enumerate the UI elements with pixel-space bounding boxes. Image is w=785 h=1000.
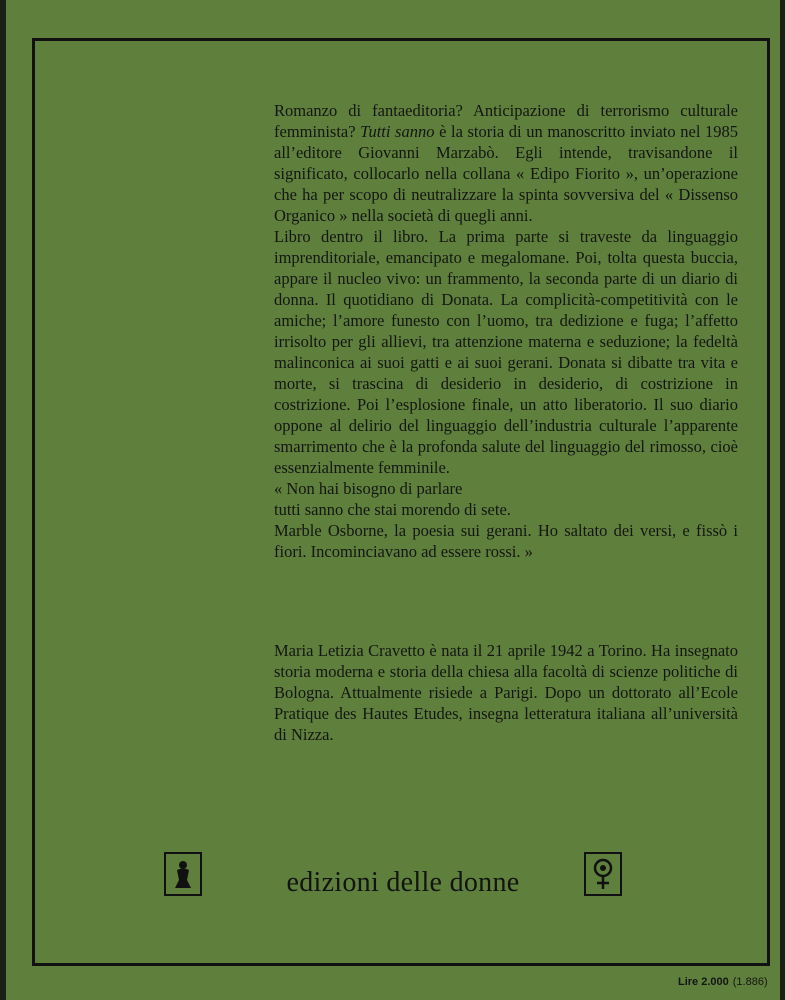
- blurb-intro: Romanzo di fantaeditoria? Anticipazione di terrorismo culturale femminista?: [274, 101, 738, 141]
- blurb-text: [274, 100, 738, 700]
- author-bio: Maria Letizia Cravetto è nata il 21 aprile 1942 a Torino. Ha insegnato storia moderna e storia della chiesa alla facoltà di scienze politiche di Bologna. Attualmente risiede a Parigi. Dopo un dottorato all’Ecole Pratique des Hautes Etudes, insegna letteratura italiana all’università di Nizza.: [274, 641, 738, 744]
- publisher-name: edizioni delle donne: [286, 867, 520, 898]
- quote-line-1: « Non hai bisogno di parlare: [274, 479, 463, 498]
- poem-quote: [274, 478, 738, 562]
- price-value: Lire 2.000: [678, 976, 729, 988]
- book-title-italic: Tutti sanno: [360, 122, 435, 141]
- blurb-paragraph-2: Libro dentro il libro. La prima parte si traveste da linguaggio imprenditoriale, emancipato e megalomane. Poi, tolta questa buccia, appare il nucleo vivo: un frammento, la seconda parte di un diario di donna. Il quotidiano di Donata. La complicità-competitività con le amiche; l’amore funesto con l’uomo, tra dedizione e fuga; l’affetto irrisolto per gli allievi, tra attenzione materna e seduzione; la fedeltà malinconica ai suoi gatti e ai suoi gerani. Donata si dibatte tra vita e morte, si trascina di desiderio in desiderio, di costrizione in costrizione. Poi l’esplosione finale, un atto liberatorio. Il suo diario oppone al delirio del linguaggio dell’industria culturale l’apparente smarrimento che è la profonda salute del linguaggio del rimosso, cioè essenzialmente femminile.: [274, 227, 738, 477]
- price-label: [678, 976, 768, 988]
- quote-line-3: Marble Osborne, la poesia sui gerani. Ho saltato dei versi, e fissò i fiori. Incominciavano ad essere rossi. »: [274, 521, 738, 561]
- hooded-figure-logo-icon: [164, 852, 202, 896]
- blurb-paragraph-1-rest: è la storia di un manoscritto inviato nel 1985 all’editore Giovanni Marzabò. Egli intende, travisandone il significato, collocarlo nella collana « Edipo Fiorito », un’operazione che ha per scopo di neutralizzare la spinta sovversiva del « Dissenso Organico » nella società di quegli anni.: [274, 122, 739, 225]
- venus-symbol-logo-icon: [584, 852, 622, 896]
- blurb-paragraph-1: [274, 100, 738, 226]
- price-code: (1.886): [732, 976, 768, 988]
- quote-line-2: tutti sanno che stai morendo di sete.: [274, 500, 511, 519]
- book-back-cover: [6, 0, 780, 1000]
